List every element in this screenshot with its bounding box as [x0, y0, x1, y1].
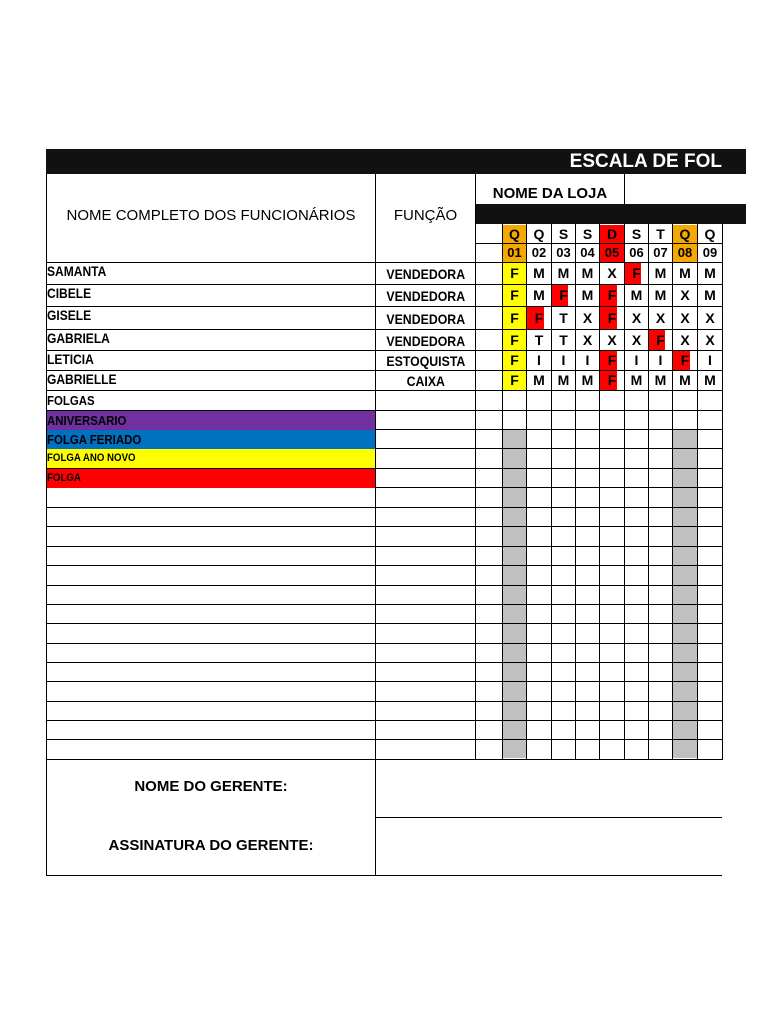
shift-cell[interactable]: I [634, 352, 639, 368]
day-letter: T [656, 226, 665, 242]
shift-cell[interactable]: F [503, 285, 526, 306]
grid-hline [47, 507, 723, 508]
shift-cell[interactable]: M [581, 372, 594, 388]
shift-cell[interactable]: F [503, 351, 526, 370]
shift-cell[interactable]: M [679, 265, 691, 281]
header-role: FUNÇÃO [393, 207, 458, 224]
shift-cell[interactable]: M [533, 287, 545, 303]
employee-role [376, 333, 475, 349]
grid-hline [47, 681, 723, 682]
shift-cell[interactable]: F [503, 263, 526, 284]
legend-label: ANIVERSARIO [47, 413, 127, 428]
shift-cell[interactable]: M [679, 372, 691, 388]
employee-role-text: CAIXA [406, 373, 445, 389]
employee-role [376, 311, 475, 327]
page-title: ESCALA DE FOL [569, 151, 722, 172]
shift-cell[interactable]: M [654, 265, 667, 281]
legend-item [47, 391, 375, 410]
day-number: 09 [702, 245, 718, 260]
shift-cell[interactable]: M [654, 287, 667, 303]
shift-cell[interactable]: T [559, 310, 568, 326]
shift-cell[interactable]: F [600, 307, 624, 329]
shift-cell[interactable]: M [581, 265, 594, 281]
shift-cell[interactable]: T [534, 332, 544, 348]
shift-cell[interactable]: X [607, 332, 617, 348]
shift-cell[interactable]: M [704, 372, 716, 388]
shift-cell[interactable]: X [705, 310, 715, 326]
employee-name: CIBELE [47, 285, 92, 301]
store-name-label: NOME DA LOJA [492, 185, 608, 202]
employee-role [376, 266, 475, 282]
filler-column [503, 430, 526, 758]
grid-hline [47, 526, 723, 527]
day-letter: Q [673, 225, 697, 243]
grid-vline [624, 174, 625, 204]
legend-item [47, 430, 375, 449]
day-number: 08 [673, 244, 697, 262]
grid-hline [47, 565, 723, 566]
employee-name: LETICIA [47, 351, 94, 367]
shift-cell[interactable]: F [649, 330, 672, 350]
grid-hline [47, 875, 722, 876]
grid-hline [47, 585, 723, 586]
shift-cell[interactable]: F [552, 285, 575, 306]
manager-signature-label: ASSINATURA DO GERENTE: [108, 837, 314, 854]
shift-cell[interactable]: I [708, 352, 712, 368]
employee-role-text: ESTOQUISTA [386, 353, 465, 369]
shift-cell[interactable]: X [655, 310, 666, 326]
legend-label: FOLGA ANO NOVO [47, 452, 136, 464]
manager-name-label: NOME DO GERENTE: [134, 778, 288, 795]
shift-cell[interactable]: M [704, 287, 716, 303]
shift-cell[interactable]: X [705, 332, 715, 348]
shift-cell[interactable]: F [600, 285, 624, 306]
grid-hline [47, 662, 723, 663]
manager-signature-field[interactable] [376, 818, 722, 875]
day-number: 06 [629, 245, 644, 260]
grid-vline [46, 759, 47, 876]
day-number: 07 [653, 245, 668, 260]
day-number: 04 [580, 245, 595, 260]
shift-cell[interactable]: I [537, 352, 541, 368]
employee-role [376, 353, 475, 369]
employee-name: GABRIELLE [47, 371, 117, 387]
shift-cell[interactable]: X [582, 332, 593, 348]
shift-cell[interactable]: M [557, 372, 570, 388]
day-number: 02 [531, 245, 547, 260]
shift-cell[interactable]: M [630, 372, 643, 388]
shift-cell[interactable]: M [533, 265, 545, 281]
shift-cell[interactable]: F [673, 351, 697, 370]
shift-cell[interactable]: X [680, 287, 690, 303]
day-number: 05 [600, 244, 624, 262]
employee-name: GISELE [47, 307, 92, 323]
shift-cell[interactable]: F [503, 307, 526, 329]
day-letter: S [582, 226, 593, 242]
shift-cell[interactable]: X [680, 310, 690, 326]
grid-hline [47, 623, 723, 624]
shift-cell[interactable]: M [630, 287, 643, 303]
legend-label: FOLGA FERIADO [47, 432, 142, 447]
shift-cell[interactable]: X [582, 310, 593, 326]
shift-cell[interactable]: T [559, 332, 568, 348]
filler-column [673, 430, 697, 758]
shift-cell[interactable]: X [631, 332, 642, 348]
shift-cell[interactable]: F [503, 371, 526, 390]
store-bar [475, 204, 746, 224]
employee-role-text: VENDEDORA [386, 332, 465, 349]
legend-label: FOLGA [47, 472, 81, 484]
shift-cell[interactable]: I [658, 352, 663, 368]
grid-vline [722, 224, 723, 759]
header-names: NOME COMPLETO DOS FUNCIONÁRIOS [66, 207, 356, 224]
employee-role-text: VENDEDORA [386, 288, 465, 304]
shift-cell[interactable]: I [585, 352, 590, 368]
shift-cell[interactable]: F [600, 371, 624, 390]
shift-cell[interactable]: F [503, 330, 526, 350]
day-number: 01 [503, 244, 526, 262]
shift-cell[interactable]: I [561, 352, 566, 368]
day-letter: Q [704, 226, 716, 242]
grid-hline [47, 643, 723, 644]
grid-hline [47, 739, 723, 740]
shift-cell[interactable]: M [557, 265, 570, 281]
employee-role [376, 373, 475, 389]
shift-cell[interactable]: X [607, 265, 617, 281]
title-bar [46, 149, 746, 174]
grid-hline [47, 546, 723, 547]
store-name-field[interactable] [625, 175, 745, 203]
legend-item [47, 411, 375, 430]
shift-cell[interactable]: M [654, 372, 667, 388]
employee-role-text: VENDEDORA [386, 310, 465, 327]
shift-cell[interactable]: M [704, 265, 716, 281]
legend-item [47, 449, 375, 468]
day-letter: Q [503, 225, 526, 243]
legend-item [47, 469, 375, 488]
shift-cell[interactable]: F [600, 351, 624, 370]
employee-name: SAMANTA [47, 263, 107, 279]
employee-name: GABRIELA [47, 330, 110, 346]
grid-hline [47, 701, 723, 702]
shift-cell[interactable]: F [625, 263, 648, 284]
day-letter: D [600, 225, 624, 243]
grid-hline [47, 720, 723, 721]
shift-cell[interactable]: M [533, 372, 545, 388]
shift-cell[interactable]: F [527, 307, 551, 329]
employee-role [376, 288, 475, 304]
manager-name-field[interactable] [376, 759, 722, 817]
day-number: 03 [556, 245, 571, 260]
day-letter: Q [533, 226, 545, 242]
day-letter: S [631, 226, 642, 242]
legend-label: FOLGAS [47, 393, 95, 408]
day-letter: S [558, 226, 569, 242]
employee-role-text: VENDEDORA [386, 266, 465, 282]
shift-cell[interactable]: X [631, 310, 642, 326]
grid-hline [47, 604, 723, 605]
shift-cell[interactable]: M [581, 287, 594, 303]
shift-cell[interactable]: X [680, 332, 690, 348]
